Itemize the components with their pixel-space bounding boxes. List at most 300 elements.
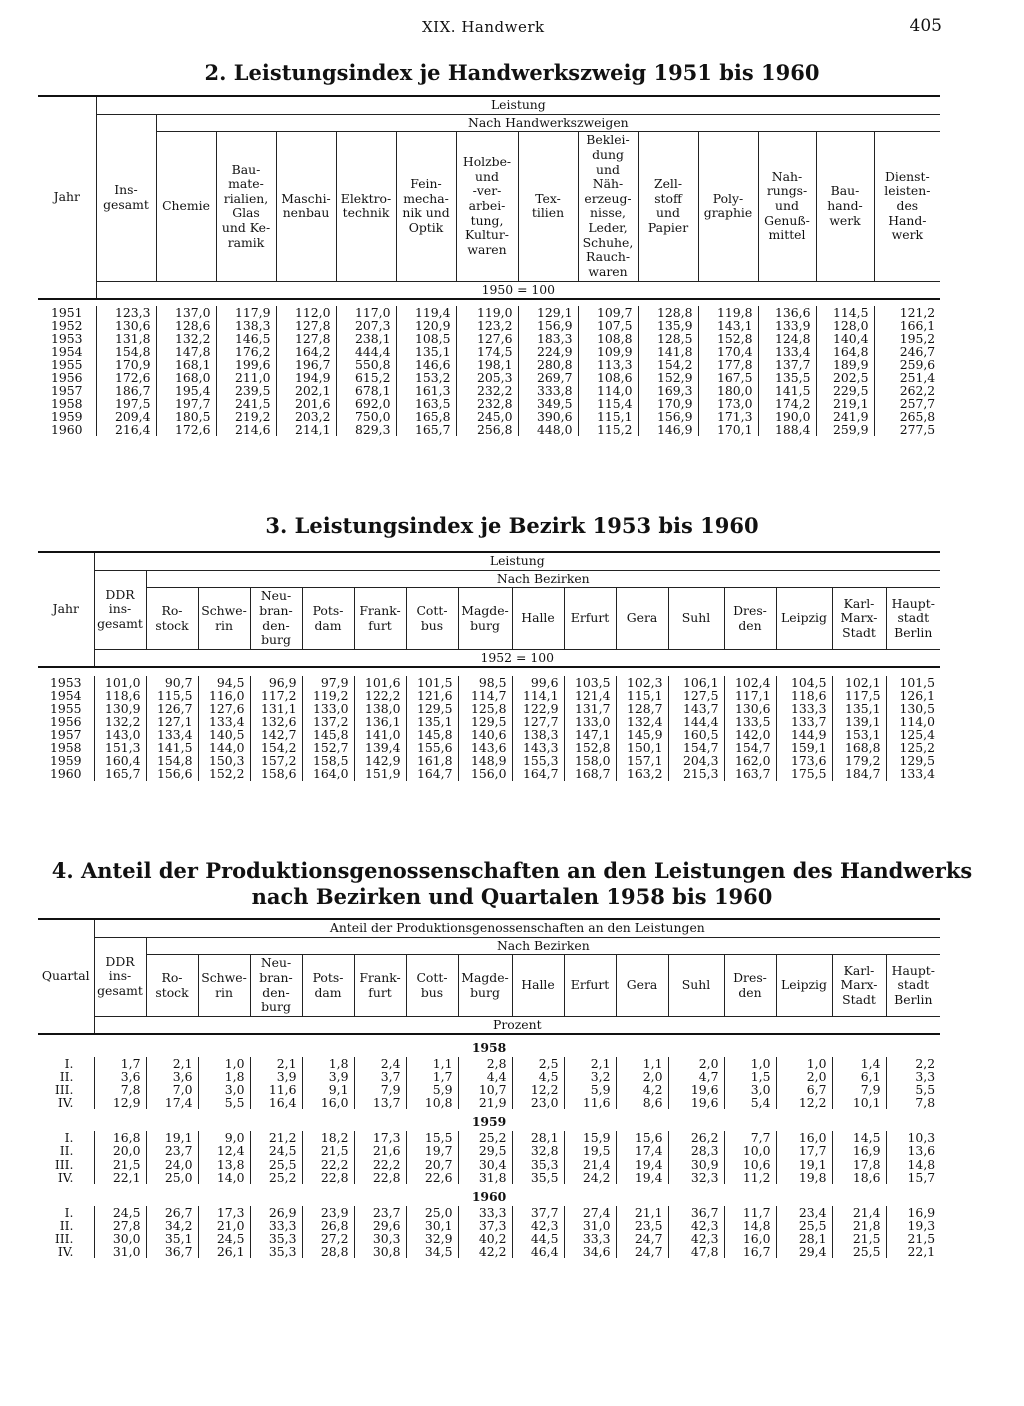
value-cell: 141,5 xyxy=(146,741,198,754)
value-cell: 257,7 xyxy=(874,397,940,410)
header-base: 1952 = 100 xyxy=(94,649,940,667)
value-cell: 167,5 xyxy=(698,371,758,384)
value-cell: 128,8 xyxy=(638,306,698,319)
header-col-12: Bau- hand- werk xyxy=(816,132,874,281)
value-cell: 4,4 xyxy=(458,1070,512,1083)
table-row xyxy=(38,1144,940,1157)
value-cell: 132,4 xyxy=(616,715,668,728)
header-bezirk-3: Neu- bran- den- burg xyxy=(250,588,302,650)
value-cell: 119,8 xyxy=(698,306,758,319)
quarter-cell: II. xyxy=(59,1069,74,1085)
value-cell: 114,1 xyxy=(512,689,564,702)
value-cell: 232,8 xyxy=(456,397,518,410)
value-cell: 2,0 xyxy=(668,1057,724,1070)
value-cell: 155,6 xyxy=(406,741,458,754)
value-cell: 22,8 xyxy=(354,1171,406,1184)
value-cell: 4,2 xyxy=(616,1083,668,1096)
value-cell: 154,2 xyxy=(250,741,302,754)
quarter-cell: I. xyxy=(64,1204,74,1220)
value-cell: 5,5 xyxy=(886,1083,940,1096)
value-cell: 123,3 xyxy=(96,306,156,319)
value-cell: 159,1 xyxy=(776,741,832,754)
value-cell: 139,1 xyxy=(832,715,886,728)
value-cell: 245,0 xyxy=(456,410,518,423)
value-cell: 150,1 xyxy=(616,741,668,754)
value-cell: 37,3 xyxy=(458,1219,512,1232)
value-cell: 21,9 xyxy=(458,1096,512,1109)
value-cell: 19,4 xyxy=(616,1158,668,1171)
value-cell: 161,8 xyxy=(406,754,458,767)
value-cell: 24,7 xyxy=(616,1232,668,1245)
value-cell: 120,9 xyxy=(396,319,456,332)
value-cell: 238,1 xyxy=(336,332,396,345)
quarter-cell: III. xyxy=(54,1230,74,1246)
value-cell: 131,1 xyxy=(250,702,302,715)
value-cell: 12,2 xyxy=(512,1083,564,1096)
value-cell: 21,5 xyxy=(886,1232,940,1245)
value-cell: 102,1 xyxy=(832,676,886,689)
table-row xyxy=(38,1158,940,1171)
value-cell: 128,5 xyxy=(638,332,698,345)
value-cell: 127,7 xyxy=(512,715,564,728)
value-cell: 146,5 xyxy=(216,332,276,345)
value-cell: 138,3 xyxy=(512,728,564,741)
value-cell: 117,5 xyxy=(832,689,886,702)
value-cell: 34,5 xyxy=(406,1245,458,1258)
header-quartal: Quartal xyxy=(38,919,94,1034)
value-cell: 143,3 xyxy=(512,741,564,754)
value-cell: 17,3 xyxy=(198,1206,250,1219)
value-cell: 11,2 xyxy=(724,1171,776,1184)
header-bezirk-5: Frank- furt xyxy=(354,588,406,650)
value-cell: 23,5 xyxy=(616,1219,668,1232)
value-cell: 109,9 xyxy=(578,345,638,358)
value-cell: 23,9 xyxy=(302,1206,354,1219)
value-cell: 121,4 xyxy=(564,689,616,702)
value-cell: 163,2 xyxy=(616,767,668,780)
value-cell: 194,9 xyxy=(276,371,336,384)
header-col-1: Chemie xyxy=(156,132,216,281)
header-col-8: Beklei- dung und Näh- erzeug- nisse, Leder, Schuhe, Rauch- waren xyxy=(578,132,638,281)
value-cell: 35,1 xyxy=(146,1232,198,1245)
value-cell: 130,6 xyxy=(96,319,156,332)
value-cell: 130,5 xyxy=(886,702,940,715)
value-cell: 21,2 xyxy=(250,1131,302,1144)
value-cell: 214,1 xyxy=(276,423,336,436)
value-cell: 11,6 xyxy=(564,1096,616,1109)
value-cell: 203,2 xyxy=(276,410,336,423)
value-cell: 195,4 xyxy=(156,384,216,397)
table-3 xyxy=(38,551,940,781)
value-cell: 199,6 xyxy=(216,358,276,371)
value-cell: 2,1 xyxy=(146,1057,198,1070)
value-cell: 2,1 xyxy=(564,1057,616,1070)
value-cell: 162,0 xyxy=(724,754,776,767)
value-cell: 106,1 xyxy=(668,676,724,689)
value-cell: 125,8 xyxy=(458,702,512,715)
value-cell: 133,5 xyxy=(724,715,776,728)
value-cell: 90,7 xyxy=(146,676,198,689)
value-cell: 2,0 xyxy=(776,1070,832,1083)
value-cell: 28,1 xyxy=(776,1232,832,1245)
value-cell: 21,5 xyxy=(302,1144,354,1157)
value-cell: 1,7 xyxy=(406,1070,458,1083)
value-cell: 1,4 xyxy=(832,1057,886,1070)
value-cell: 16,7 xyxy=(724,1245,776,1258)
value-cell: 219,2 xyxy=(216,410,276,423)
value-cell: 256,8 xyxy=(456,423,518,436)
header-bezirk-8: Halle xyxy=(512,955,564,1017)
value-cell: 229,5 xyxy=(816,384,874,397)
value-cell: 119,0 xyxy=(456,306,518,319)
value-cell: 108,6 xyxy=(578,371,638,384)
value-cell: 115,1 xyxy=(616,689,668,702)
value-cell: 10,8 xyxy=(406,1096,458,1109)
value-cell: 133,0 xyxy=(564,715,616,728)
year-heading: 1958 xyxy=(471,1040,507,1056)
value-cell: 142,0 xyxy=(724,728,776,741)
value-cell: 152,8 xyxy=(564,741,616,754)
year-heading: 1960 xyxy=(471,1188,507,1204)
header-nach-bezirken: Nach Bezirken xyxy=(146,570,940,588)
value-cell: 22,2 xyxy=(354,1158,406,1171)
value-cell: 10,7 xyxy=(458,1083,512,1096)
table-row xyxy=(38,423,940,436)
value-cell: 195,2 xyxy=(874,332,940,345)
value-cell: 114,5 xyxy=(816,306,874,319)
value-cell: 26,8 xyxy=(302,1219,354,1232)
value-cell: 116,0 xyxy=(198,689,250,702)
value-cell: 42,3 xyxy=(512,1219,564,1232)
value-cell: 7,7 xyxy=(724,1131,776,1144)
value-cell: 135,1 xyxy=(396,345,456,358)
value-cell: 135,9 xyxy=(638,319,698,332)
value-cell: 189,9 xyxy=(816,358,874,371)
value-cell: 678,1 xyxy=(336,384,396,397)
value-cell: 10,1 xyxy=(832,1096,886,1109)
value-cell: 184,7 xyxy=(832,767,886,780)
value-cell: 163,7 xyxy=(724,767,776,780)
value-cell: 147,1 xyxy=(564,728,616,741)
header-anteil: Anteil der Produktionsgenossenschaften an den Leistungen xyxy=(94,919,940,937)
value-cell: 34,6 xyxy=(564,1245,616,1258)
value-cell: 117,9 xyxy=(216,306,276,319)
value-cell: 24,0 xyxy=(146,1158,198,1171)
table-3-title: 3. Leistungsindex je Bezirk 1953 bis 1960 xyxy=(265,513,759,538)
value-cell: 165,7 xyxy=(396,423,456,436)
value-cell: 21,4 xyxy=(832,1206,886,1219)
value-cell: 1,8 xyxy=(198,1070,250,1083)
value-cell: 25,5 xyxy=(776,1219,832,1232)
value-cell: 158,0 xyxy=(564,754,616,767)
value-cell: 16,0 xyxy=(302,1096,354,1109)
header-bezirk-10: Gera xyxy=(616,955,668,1017)
table-4 xyxy=(38,918,940,1258)
value-cell: 174,5 xyxy=(456,345,518,358)
value-cell: 127,6 xyxy=(198,702,250,715)
value-cell: 139,4 xyxy=(354,741,406,754)
value-cell: 169,3 xyxy=(638,384,698,397)
header-nach-bezirken: Nach Bezirken xyxy=(146,937,940,955)
value-cell: 141,0 xyxy=(354,728,406,741)
value-cell: 177,8 xyxy=(698,358,758,371)
value-cell: 15,7 xyxy=(886,1171,940,1184)
value-cell: 127,1 xyxy=(146,715,198,728)
value-cell: 36,7 xyxy=(146,1245,198,1258)
value-cell: 115,1 xyxy=(578,410,638,423)
header-ddr-insgesamt: DDR ins- gesamt xyxy=(94,570,146,649)
value-cell: 117,1 xyxy=(724,689,776,702)
value-cell: 47,8 xyxy=(668,1245,724,1258)
header-bezirk-4: Pots- dam xyxy=(302,955,354,1017)
value-cell: 140,6 xyxy=(458,728,512,741)
value-cell: 190,0 xyxy=(758,410,816,423)
value-cell: 104,5 xyxy=(776,676,832,689)
quarter-cell: I. xyxy=(64,1056,74,1072)
value-cell: 25,5 xyxy=(250,1158,302,1171)
value-cell: 137,0 xyxy=(156,306,216,319)
value-cell: 22,1 xyxy=(886,1245,940,1258)
value-cell: 33,3 xyxy=(458,1206,512,1219)
value-cell: 108,5 xyxy=(396,332,456,345)
value-cell: 129,1 xyxy=(518,306,578,319)
value-cell: 164,7 xyxy=(512,767,564,780)
value-cell: 141,8 xyxy=(638,345,698,358)
value-cell: 107,5 xyxy=(578,319,638,332)
quarter-cell: II. xyxy=(59,1143,74,1159)
value-cell: 135,1 xyxy=(832,702,886,715)
header-bezirk-9: Erfurt xyxy=(564,588,616,650)
table-2-title: 2. Leistungsindex je Handwerkszweig 1951 bis 1960 xyxy=(204,60,820,85)
header-bezirk-14: Karl- Marx- Stadt xyxy=(832,588,886,650)
value-cell: 33,3 xyxy=(564,1232,616,1245)
value-cell: 154,7 xyxy=(668,741,724,754)
value-cell: 148,9 xyxy=(458,754,512,767)
value-cell: 168,0 xyxy=(156,371,216,384)
value-cell: 24,2 xyxy=(564,1171,616,1184)
value-cell: 277,5 xyxy=(874,423,940,436)
value-cell: 15,9 xyxy=(564,1131,616,1144)
value-cell: 241,5 xyxy=(216,397,276,410)
header-bezirk-6: Cott- bus xyxy=(406,955,458,1017)
value-cell: 829,3 xyxy=(336,423,396,436)
value-cell: 750,0 xyxy=(336,410,396,423)
table-4-title-line-1: 4. Anteil der Produktionsgenossenschaften an den Leistungen des Handwerks xyxy=(51,858,973,883)
header-jahr: Jahr xyxy=(38,552,94,667)
value-cell: 115,2 xyxy=(578,423,638,436)
value-cell: 155,3 xyxy=(512,754,564,767)
value-cell: 224,9 xyxy=(518,345,578,358)
value-cell: 144,4 xyxy=(668,715,724,728)
value-cell: 145,9 xyxy=(616,728,668,741)
value-cell: 168,1 xyxy=(156,358,216,371)
value-cell: 27,8 xyxy=(94,1219,146,1232)
value-cell: 133,4 xyxy=(146,728,198,741)
value-cell: 152,2 xyxy=(198,767,250,780)
header-bezirk-4: Pots- dam xyxy=(302,588,354,650)
table-row xyxy=(38,1206,940,1219)
value-cell: 42,3 xyxy=(668,1219,724,1232)
value-cell: 172,6 xyxy=(96,371,156,384)
header-col-4: Elektro- technik xyxy=(336,132,396,281)
value-cell: 17,4 xyxy=(146,1096,198,1109)
value-cell: 1,1 xyxy=(616,1057,668,1070)
value-cell: 109,7 xyxy=(578,306,638,319)
value-cell: 97,9 xyxy=(302,676,354,689)
table-row xyxy=(38,1171,940,1184)
value-cell: 175,5 xyxy=(776,767,832,780)
value-cell: 12,4 xyxy=(198,1144,250,1157)
value-cell: 141,5 xyxy=(758,384,816,397)
value-cell: 124,8 xyxy=(758,332,816,345)
value-cell: 37,7 xyxy=(512,1206,564,1219)
value-cell: 21,8 xyxy=(832,1219,886,1232)
value-cell: 35,3 xyxy=(250,1232,302,1245)
value-cell: 113,3 xyxy=(578,358,638,371)
quarter-cell: II. xyxy=(59,1217,74,1233)
value-cell: 172,6 xyxy=(156,423,216,436)
value-cell: 34,2 xyxy=(146,1219,198,1232)
value-cell: 18,2 xyxy=(302,1131,354,1144)
value-cell: 211,0 xyxy=(216,371,276,384)
value-cell: 133,4 xyxy=(886,767,940,780)
value-cell: 136,6 xyxy=(758,306,816,319)
value-cell: 101,5 xyxy=(406,676,458,689)
year-cell: 1959 xyxy=(49,753,82,769)
header-bezirk-8: Halle xyxy=(512,588,564,650)
value-cell: 145,8 xyxy=(302,728,354,741)
value-cell: 30,9 xyxy=(668,1158,724,1171)
value-cell: 166,1 xyxy=(874,319,940,332)
value-cell: 153,2 xyxy=(396,371,456,384)
value-cell: 3,7 xyxy=(354,1070,406,1083)
value-cell: 170,9 xyxy=(96,358,156,371)
value-cell: 117,0 xyxy=(336,306,396,319)
header-leistung: Leistung xyxy=(96,96,940,114)
value-cell: 239,5 xyxy=(216,384,276,397)
value-cell: 17,3 xyxy=(354,1131,406,1144)
value-cell: 14,8 xyxy=(886,1158,940,1171)
value-cell: 7,9 xyxy=(832,1083,886,1096)
value-cell: 133,4 xyxy=(758,345,816,358)
quarter-cell: IV. xyxy=(57,1095,74,1111)
value-cell: 5,4 xyxy=(724,1096,776,1109)
value-cell: 145,8 xyxy=(406,728,458,741)
value-cell: 390,6 xyxy=(518,410,578,423)
value-cell: 157,2 xyxy=(250,754,302,767)
value-cell: 3,3 xyxy=(886,1070,940,1083)
value-cell: 28,3 xyxy=(668,1144,724,1157)
value-cell: 3,9 xyxy=(250,1070,302,1083)
value-cell: 10,0 xyxy=(724,1144,776,1157)
header-bezirk-6: Cott- bus xyxy=(406,588,458,650)
value-cell: 173,6 xyxy=(776,754,832,767)
value-cell: 22,6 xyxy=(406,1171,458,1184)
header-bezirk-2: Schwe- rin xyxy=(198,588,250,650)
header-bezirk-1: Ro- stock xyxy=(146,588,198,650)
value-cell: 2,5 xyxy=(512,1057,564,1070)
value-cell: 23,0 xyxy=(512,1096,564,1109)
year-cell: 1952 xyxy=(50,318,83,334)
value-cell: 140,5 xyxy=(198,728,250,741)
value-cell: 31,0 xyxy=(564,1219,616,1232)
value-cell: 15,5 xyxy=(406,1131,458,1144)
value-cell: 143,7 xyxy=(668,702,724,715)
value-cell: 27,4 xyxy=(564,1206,616,1219)
value-cell: 156,9 xyxy=(638,410,698,423)
value-cell: 164,2 xyxy=(276,345,336,358)
value-cell: 126,7 xyxy=(146,702,198,715)
value-cell: 28,8 xyxy=(302,1245,354,1258)
value-cell: 16,4 xyxy=(250,1096,302,1109)
value-cell: 32,8 xyxy=(512,1144,564,1157)
value-cell: 118,6 xyxy=(776,689,832,702)
header-bezirk-15: Haupt- stadt Berlin xyxy=(886,588,940,650)
value-cell: 21,0 xyxy=(198,1219,250,1232)
header-bezirk-2: Schwe- rin xyxy=(198,955,250,1017)
value-cell: 1,0 xyxy=(776,1057,832,1070)
value-cell: 138,3 xyxy=(216,319,276,332)
value-cell: 13,7 xyxy=(354,1096,406,1109)
table-row xyxy=(38,1232,940,1245)
value-cell: 94,5 xyxy=(198,676,250,689)
value-cell: 133,3 xyxy=(776,702,832,715)
value-cell: 96,9 xyxy=(250,676,302,689)
value-cell: 143,6 xyxy=(458,741,512,754)
header-bezirk-12: Dres- den xyxy=(724,588,776,650)
value-cell: 4,5 xyxy=(512,1070,564,1083)
value-cell: 196,7 xyxy=(276,358,336,371)
value-cell: 209,4 xyxy=(96,410,156,423)
value-cell: 24,5 xyxy=(250,1144,302,1157)
value-cell: 30,8 xyxy=(354,1245,406,1258)
value-cell: 144,0 xyxy=(198,741,250,754)
value-cell: 692,0 xyxy=(336,397,396,410)
value-cell: 35,3 xyxy=(250,1245,302,1258)
value-cell: 16,8 xyxy=(94,1131,146,1144)
value-cell: 3,0 xyxy=(724,1083,776,1096)
value-cell: 188,4 xyxy=(758,423,816,436)
value-cell: 137,7 xyxy=(758,358,816,371)
value-cell: 215,3 xyxy=(668,767,724,780)
quarter-cell: III. xyxy=(54,1082,74,1098)
value-cell: 448,0 xyxy=(518,423,578,436)
header-bezirk-12: Dres- den xyxy=(724,955,776,1017)
value-cell: 251,4 xyxy=(874,371,940,384)
table-row xyxy=(38,1219,940,1232)
header-ddr-insgesamt: DDR ins- gesamt xyxy=(94,937,146,1016)
value-cell: 28,1 xyxy=(512,1131,564,1144)
table-row xyxy=(38,1096,940,1109)
value-cell: 22,2 xyxy=(302,1158,354,1171)
value-cell: 25,0 xyxy=(146,1171,198,1184)
year-cell: 1953 xyxy=(49,675,82,691)
value-cell: 20,7 xyxy=(406,1158,458,1171)
value-cell: 3,0 xyxy=(198,1083,250,1096)
value-cell: 26,7 xyxy=(146,1206,198,1219)
value-cell: 21,1 xyxy=(616,1206,668,1219)
value-cell: 152,8 xyxy=(698,332,758,345)
value-cell: 173,0 xyxy=(698,397,758,410)
value-cell: 198,1 xyxy=(456,358,518,371)
value-cell: 1,8 xyxy=(302,1057,354,1070)
value-cell: 31,0 xyxy=(94,1245,146,1258)
value-cell: 170,1 xyxy=(698,423,758,436)
value-cell: 152,9 xyxy=(638,371,698,384)
year-cell: 1953 xyxy=(50,331,83,347)
quarter-cell: IV. xyxy=(57,1243,74,1259)
value-cell: 143,1 xyxy=(698,319,758,332)
